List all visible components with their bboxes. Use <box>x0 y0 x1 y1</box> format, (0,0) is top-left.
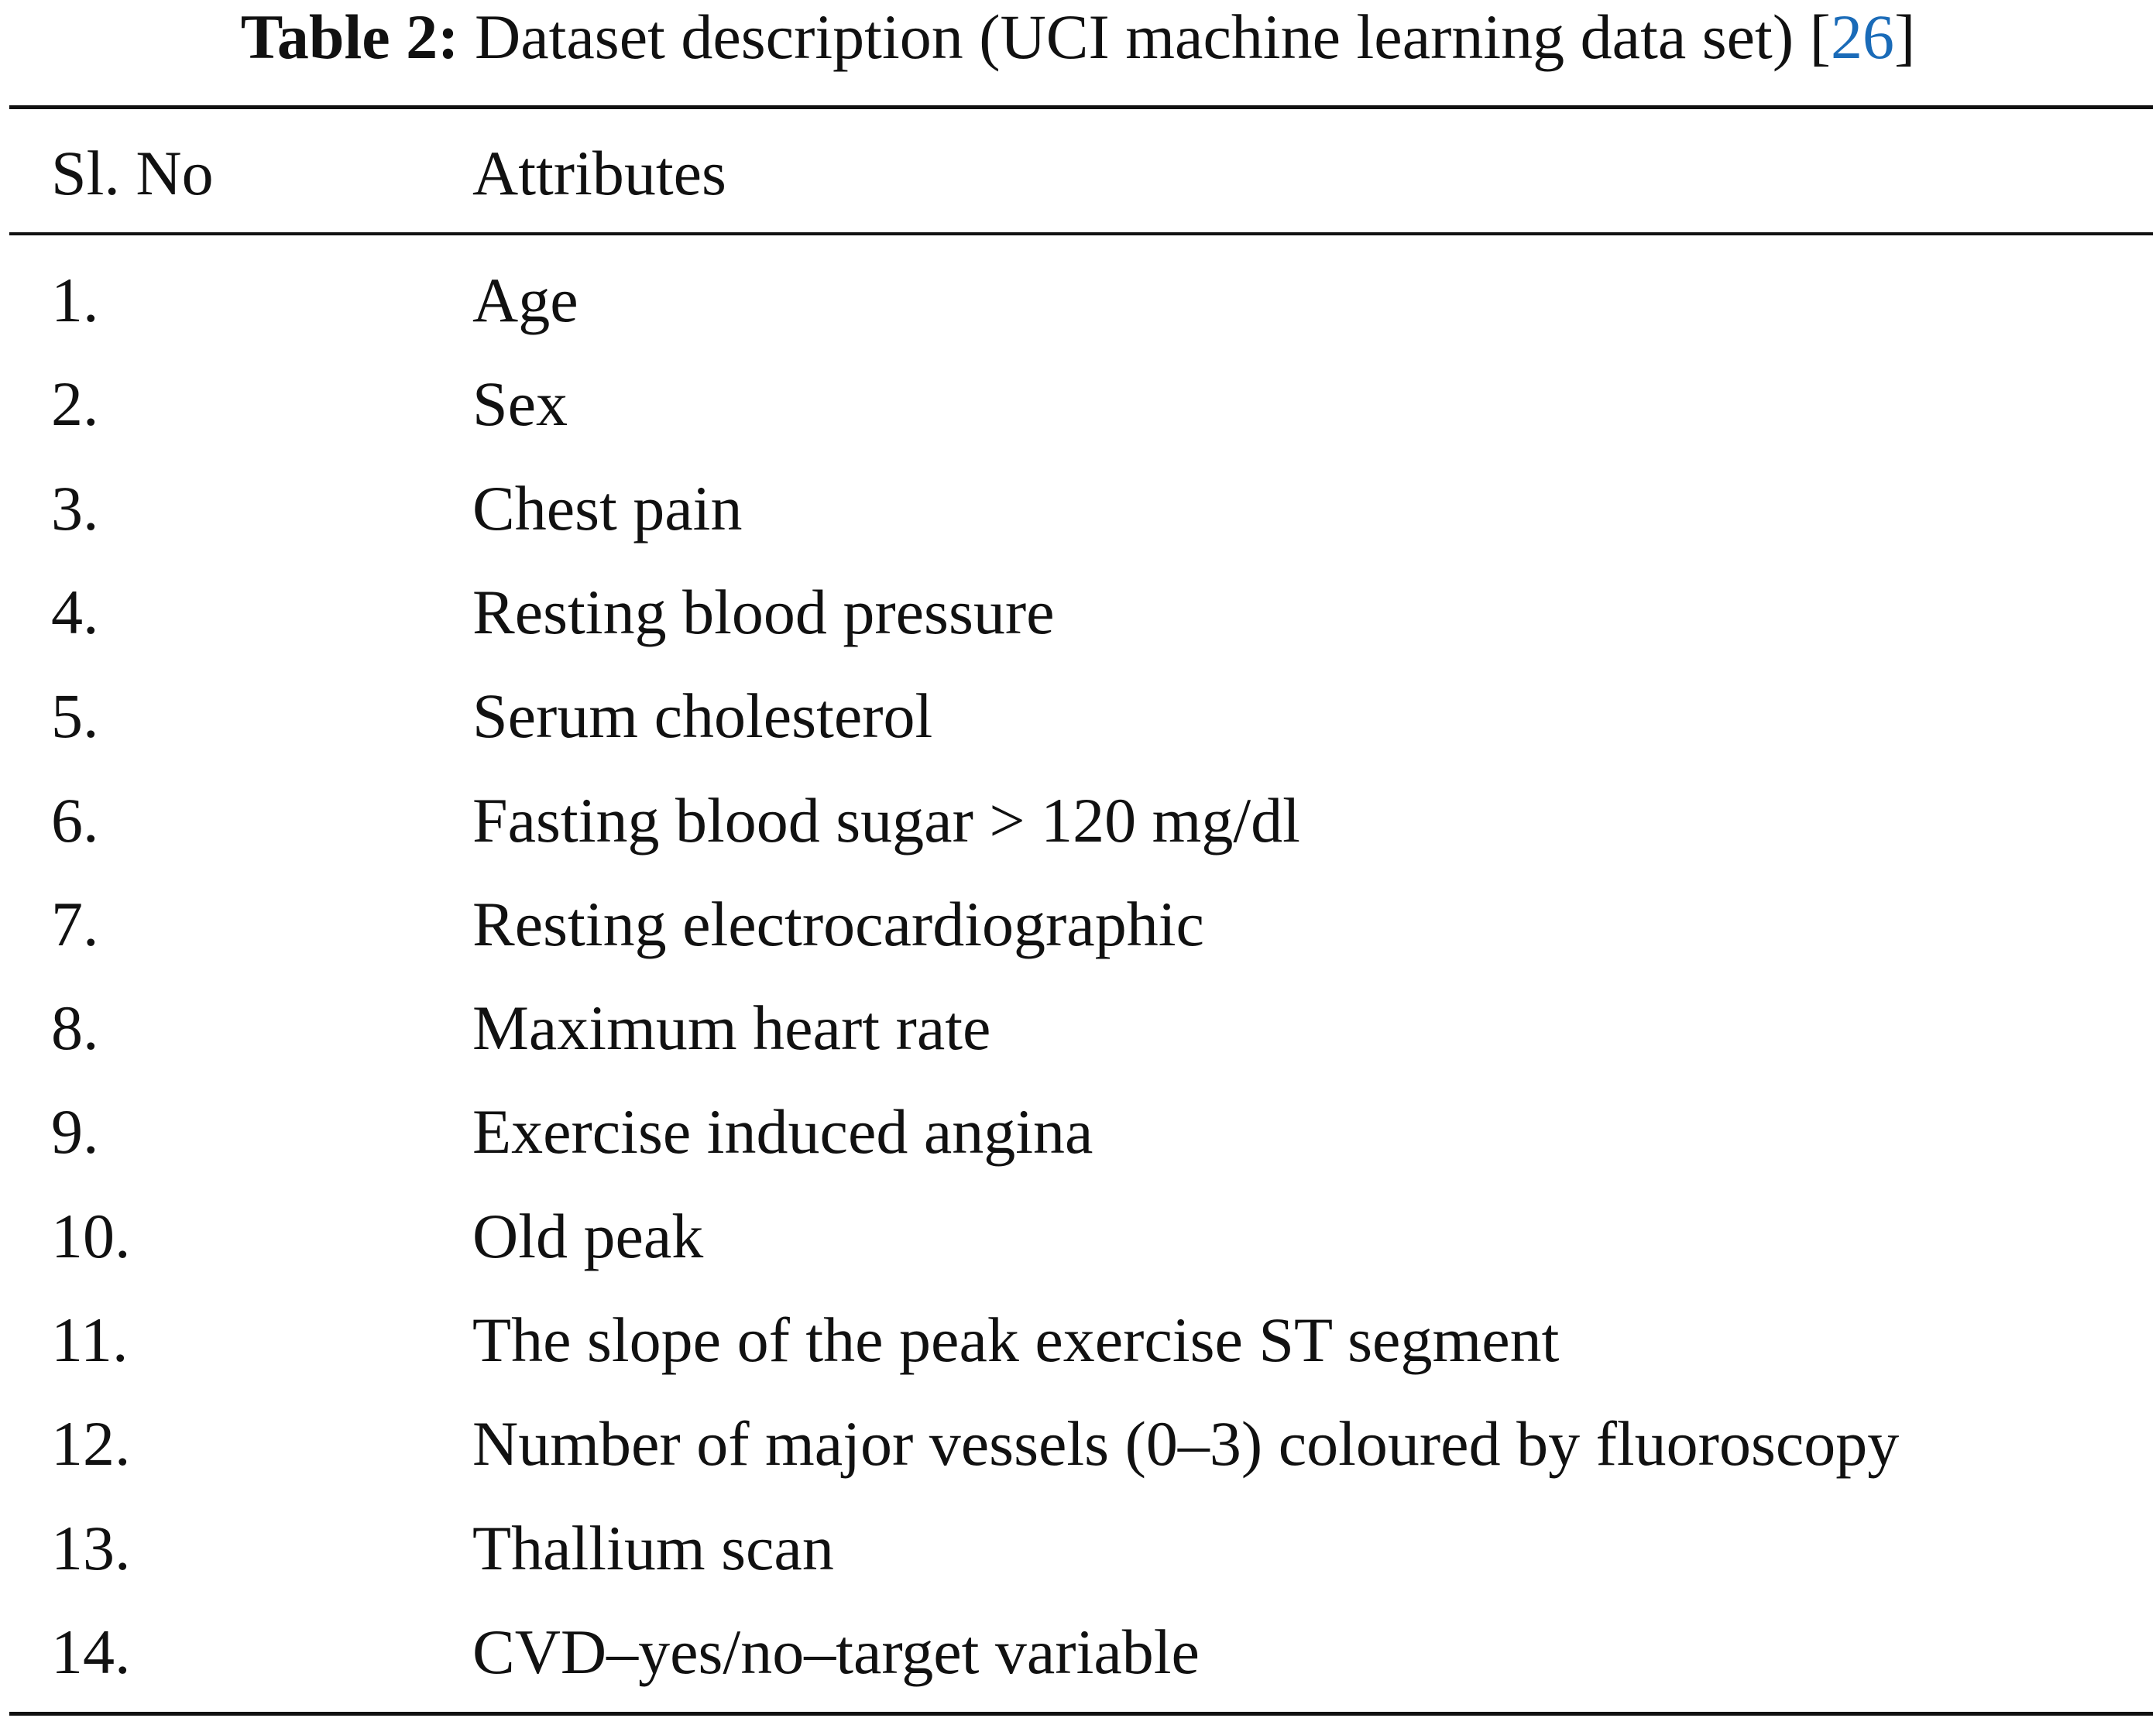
attribute-cell: Maximum heart rate <box>472 993 991 1063</box>
serial-number-cell: 13. <box>51 1513 131 1583</box>
attribute-cell: CVD–yes/no–target variable <box>472 1617 1200 1687</box>
attribute-cell: Resting electrocardiographic <box>472 889 1204 959</box>
serial-number-cell: 8. <box>51 993 99 1063</box>
attribute-cell: Chest pain <box>472 473 743 544</box>
serial-number-cell: 6. <box>51 785 99 856</box>
attribute-cell: Fasting blood sugar > 120 mg/dl <box>472 785 1300 856</box>
attribute-cell: Age <box>472 265 578 335</box>
table-bottom-rule <box>9 1712 2153 1716</box>
table-caption <box>0 0 2156 74</box>
header-attributes: Attributes <box>472 138 726 208</box>
caption-label: Table 2: <box>240 2 459 72</box>
serial-number-cell: 9. <box>51 1096 99 1167</box>
citation-link[interactable]: 26 <box>1830 2 1894 72</box>
serial-number-cell: 14. <box>51 1617 131 1687</box>
table-header-rule <box>9 232 2153 235</box>
attribute-cell: Number of major vessels (0–3) coloured by fluoroscopy <box>472 1408 1900 1479</box>
serial-number-cell: 5. <box>51 681 99 751</box>
serial-number-cell: 3. <box>51 473 99 544</box>
serial-number-cell: 10. <box>51 1201 131 1271</box>
serial-number-cell: 7. <box>51 889 99 959</box>
attribute-cell: The slope of the peak exercise ST segment <box>472 1305 1560 1375</box>
attribute-cell: Resting blood pressure <box>472 577 1055 647</box>
attribute-cell: Exercise induced angina <box>472 1096 1093 1167</box>
attribute-cell: Serum cholesterol <box>472 681 933 751</box>
attribute-cell: Sex <box>472 369 568 439</box>
attribute-cell: Old peak <box>472 1201 704 1271</box>
caption-text: Dataset description (UCI machine learning data set) [ <box>475 2 1831 72</box>
serial-number-cell: 2. <box>51 369 99 439</box>
attribute-cell: Thallium scan <box>472 1513 834 1583</box>
serial-number-cell: 12. <box>51 1408 131 1479</box>
table-top-rule <box>9 105 2153 109</box>
serial-number-cell: 4. <box>51 577 99 647</box>
serial-number-cell: 1. <box>51 265 99 335</box>
header-serial-number: Sl. No <box>51 138 214 208</box>
serial-number-cell: 11. <box>51 1305 129 1375</box>
caption-close-bracket: ] <box>1893 2 1916 72</box>
